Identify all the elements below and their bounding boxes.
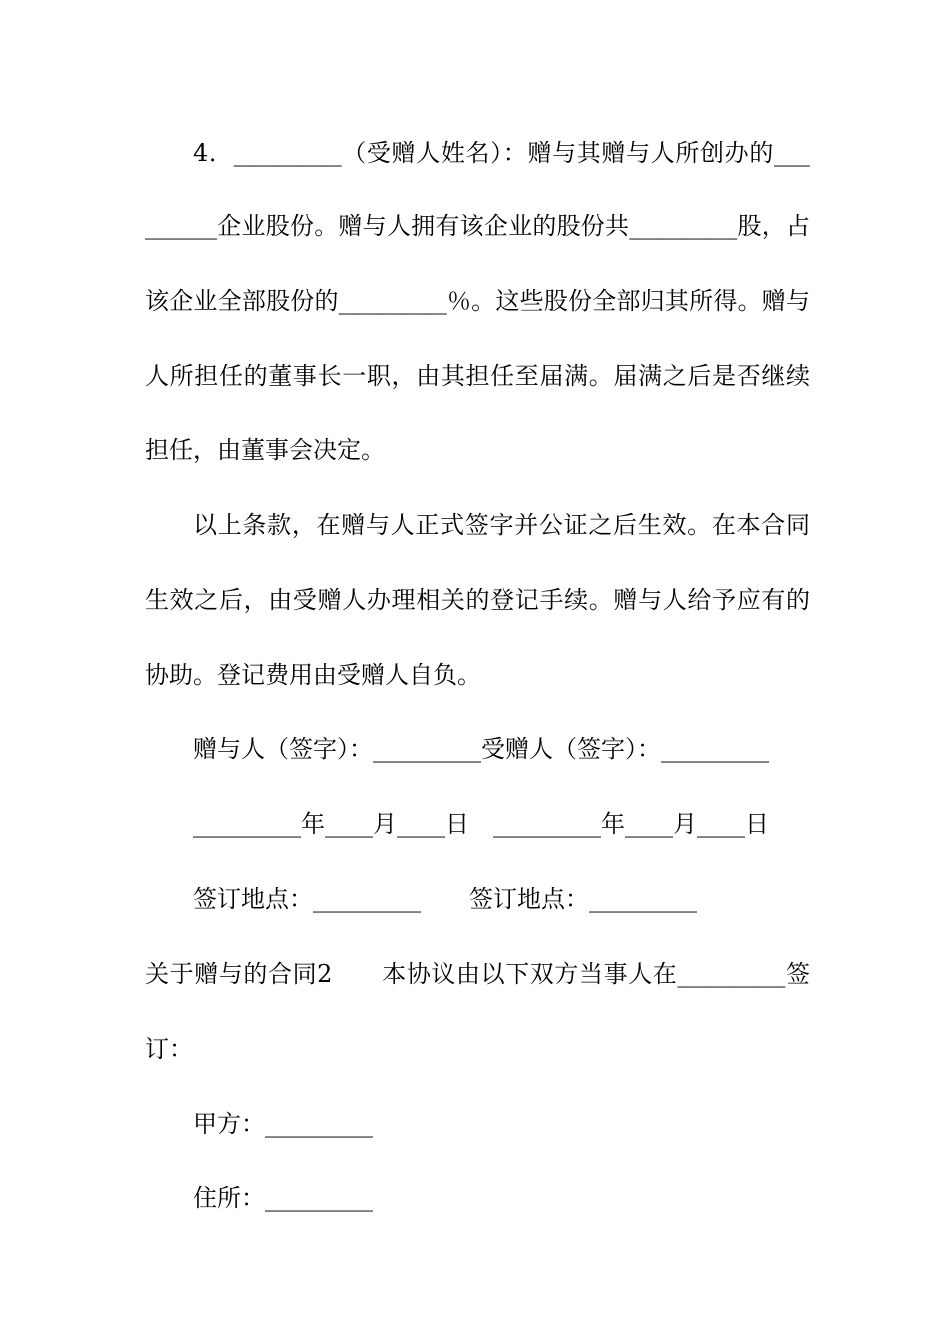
- signing-place-line: 签订地点：_________ 签订地点：_________: [193, 885, 697, 913]
- clause-4-line-2: ______企业股份。赠与人拥有该企业的股份共_________股，占: [145, 212, 810, 240]
- party-a-line: 甲方：_________: [193, 1110, 373, 1138]
- clause-4-line-4: 人所担任的董事长一职，由其担任至届满。届满之后是否继续: [145, 362, 810, 390]
- address-line: 住所：_________: [193, 1184, 373, 1212]
- effect-paragraph-line-3: 协助。登记费用由受赠人自负。: [145, 661, 481, 689]
- clause-4-line-1: 4．_________（受赠人姓名）：赠与其赠与人所创办的___: [193, 139, 810, 167]
- effect-paragraph-line-2: 生效之后，由受赠人办理相关的登记手续。赠与人给予应有的: [145, 586, 810, 614]
- contract-2-heading-continued: 订：: [145, 1035, 193, 1063]
- contract-2-heading-line: 关于赠与的合同2 本协议由以下双方当事人在_________签: [145, 960, 810, 988]
- date-line: _________年____月____日 _________年____月____日: [193, 810, 769, 838]
- signature-line: 赠与人（签字）：_________受赠人（签字）：_________: [193, 735, 769, 763]
- clause-4-line-5: 担任，由董事会决定。: [145, 436, 385, 464]
- effect-paragraph-line-1: 以上条款，在赠与人正式签字并公证之后生效。在本合同: [193, 511, 810, 539]
- clause-4-line-3: 该企业全部股份的_________％。这些股份全部归其所得。赠与: [145, 287, 810, 315]
